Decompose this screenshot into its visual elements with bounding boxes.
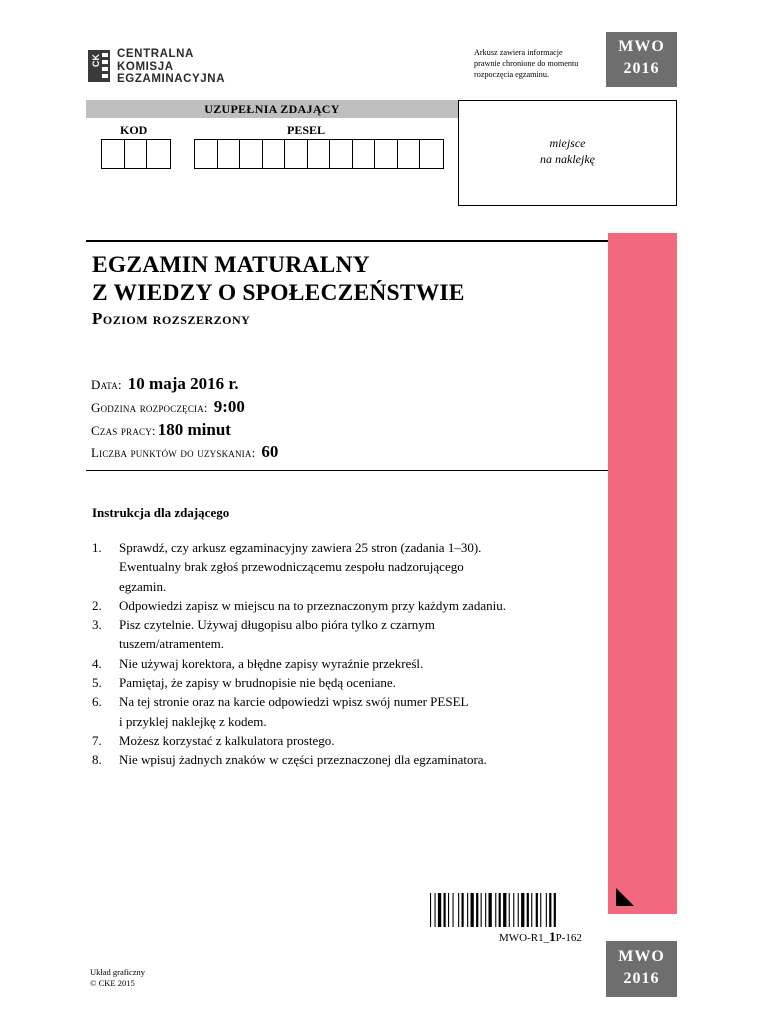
barcode-bar	[509, 893, 510, 927]
protection-notice	[474, 47, 604, 80]
barcode-bar	[503, 893, 506, 927]
pesel-box[interactable]	[285, 140, 308, 168]
list-item	[92, 750, 602, 769]
item-number: 7.	[92, 732, 102, 748]
barcode-bar	[531, 893, 532, 927]
exam-code-badge-top	[606, 32, 677, 87]
badge-code: MWO	[618, 38, 665, 55]
item-number: 4.	[92, 655, 102, 671]
barcode-bar	[540, 893, 541, 927]
pesel-box[interactable]	[420, 140, 443, 168]
pesel-box[interactable]	[353, 140, 376, 168]
logo-line-3: EGZAMINACYJNA	[117, 73, 226, 85]
meta-date	[91, 374, 239, 394]
barcode-bar	[554, 893, 556, 927]
footer-line-2: © CKE 2015	[90, 978, 135, 988]
barcode-bar	[458, 893, 459, 927]
pesel-box[interactable]	[308, 140, 331, 168]
badge-year: 2016	[623, 970, 660, 987]
item-text: i przyklej naklejkę z kodem.	[119, 713, 267, 729]
kod-box[interactable]	[102, 140, 125, 168]
cke-logo-initials: CK	[91, 54, 101, 67]
kod-label: KOD	[120, 123, 148, 137]
barcode-suffix: P-162	[555, 932, 582, 944]
item-text: Odpowiedzi zapisz w miejscu na to przeznaczonym przy każdym zadaniu.	[119, 597, 506, 613]
pesel-box[interactable]	[218, 140, 241, 168]
duration-value: 180 minut	[157, 420, 231, 439]
kod-input-boxes[interactable]	[101, 139, 171, 169]
accent-strip	[608, 233, 677, 914]
barcode-bar	[549, 893, 551, 927]
item-text: Możesz korzystać z kalkulatora prostego.	[119, 732, 335, 748]
list-item	[92, 731, 602, 750]
item-number: 6.	[92, 694, 102, 710]
logo-line-1: CENTRALNA	[117, 48, 194, 60]
candidate-section-header: UZUPEŁNIA ZDAJĄCY	[86, 100, 458, 118]
notice-line-1: Arkusz zawiera informacje	[474, 48, 563, 57]
footer-line-1: Układ graficzny	[90, 967, 145, 977]
barcode-bar	[471, 893, 474, 927]
meta-duration	[91, 420, 231, 440]
exam-title-line-1: EGZAMIN MATURALNY	[92, 252, 370, 278]
item-text: Nie wpisuj żadnych znaków w części przeznaczonej dla egzaminatora.	[119, 752, 487, 768]
list-item	[92, 673, 602, 692]
exam-code-badge-bottom	[606, 941, 677, 997]
barcode-bar	[438, 893, 441, 927]
exam-title-line-2: Z WIEDZY O SPOŁECZEŃSTWIE	[92, 280, 465, 306]
barcode-bar	[518, 893, 519, 927]
item-text: Pamiętaj, że zapisy w brudnopisie nie będą oceniane.	[119, 675, 396, 691]
item-number: 8.	[92, 752, 102, 768]
barcode-bar	[430, 893, 431, 927]
pesel-input-boxes[interactable]	[194, 139, 444, 169]
pesel-box[interactable]	[398, 140, 421, 168]
item-number: 2.	[92, 597, 102, 613]
date-value: 10 maja 2016 r.	[127, 374, 239, 393]
list-item	[92, 538, 602, 596]
item-text: Pisz czytelnie. Używaj długopisu albo pióra tylko z czarnym	[119, 617, 435, 633]
cke-logo-mark	[88, 50, 110, 82]
date-label: Data:	[91, 377, 122, 392]
list-item	[92, 654, 602, 673]
instructions-title: Instrukcja dla zdającego	[92, 505, 230, 520]
item-text: tuszem/atramentem.	[119, 636, 225, 652]
list-item	[92, 615, 602, 654]
item-number: 3.	[92, 617, 102, 633]
list-item	[92, 596, 602, 615]
pesel-box[interactable]	[240, 140, 263, 168]
sticker-line-2: na naklejkę	[540, 152, 595, 166]
barcode-bar	[489, 893, 492, 927]
footer-credit	[90, 967, 145, 989]
barcode-bar	[462, 893, 464, 927]
item-number: 1.	[92, 540, 102, 555]
list-item	[92, 692, 602, 731]
barcode-bar	[435, 893, 436, 927]
barcode-bar	[467, 893, 468, 927]
pesel-label: PESEL	[287, 123, 326, 137]
cke-logo	[88, 48, 248, 88]
item-text: Sprawdź, czy arkusz egzaminacyjny zawiera 25 stron (zadania 1–30).	[119, 540, 482, 555]
item-text: Ewentualny brak zgłoś przewodniczącemu zespołu nadzorującego	[119, 559, 464, 575]
pesel-box[interactable]	[330, 140, 353, 168]
points-value: 60	[261, 442, 279, 461]
instructions-list	[92, 538, 602, 770]
badge-code: MWO	[618, 948, 665, 965]
barcode-bar	[536, 893, 538, 927]
barcode-bar	[448, 893, 449, 927]
barcode-icon	[430, 893, 600, 927]
corner-triangle-icon	[616, 888, 634, 906]
meta-points	[91, 442, 278, 462]
notice-line-2: prawnie chronione do momentu	[474, 59, 579, 68]
sticker-line-1: miejsce	[549, 136, 586, 150]
barcode-bar	[495, 893, 496, 927]
kod-box[interactable]	[147, 140, 170, 168]
barcode-label	[499, 929, 582, 945]
barcode-bar	[527, 893, 529, 927]
item-text: Na tej stronie oraz na karcie odpowiedzi wpisz swój numer PESEL	[119, 694, 469, 710]
barcode-bar	[546, 893, 547, 927]
barcode-bar	[485, 893, 486, 927]
pesel-box[interactable]	[195, 140, 218, 168]
barcode-bar	[453, 893, 454, 927]
item-text: egzamin.	[119, 578, 167, 594]
notice-line-3: rozpoczęcia egzaminu.	[474, 70, 550, 79]
title-top-rule	[86, 240, 608, 242]
item-text: Nie używaj korektora, a błędne zapisy wyraźnie przekreśl.	[119, 655, 424, 671]
barcode-bar	[444, 893, 446, 927]
sticker-area	[458, 100, 677, 206]
barcode-bar	[513, 893, 514, 927]
points-label: Liczba punktów do uzyskania:	[91, 445, 256, 460]
meta-start-time	[91, 397, 245, 417]
barcode-prefix: MWO-R1_	[499, 932, 550, 944]
barcode-bar	[521, 893, 524, 927]
barcode-big-digit: 1	[549, 929, 556, 944]
badge-year: 2016	[623, 60, 660, 77]
item-number: 5.	[92, 675, 102, 691]
start-label: Godzina rozpoczęcia:	[91, 400, 208, 415]
barcode-bar	[499, 893, 501, 927]
barcode-bar	[481, 893, 482, 927]
kod-box[interactable]	[125, 140, 148, 168]
barcode-bar	[476, 893, 478, 927]
pesel-box[interactable]	[263, 140, 286, 168]
duration-label: Czas pracy:	[91, 423, 156, 438]
exam-title	[92, 251, 465, 307]
pesel-box[interactable]	[375, 140, 398, 168]
logo-line-2: KOMISJA	[117, 60, 174, 73]
start-value: 9:00	[213, 397, 245, 416]
exam-level: Poziom rozszerzony	[92, 309, 251, 328]
cke-logo-text	[117, 48, 225, 86]
title-bottom-rule	[86, 470, 608, 471]
